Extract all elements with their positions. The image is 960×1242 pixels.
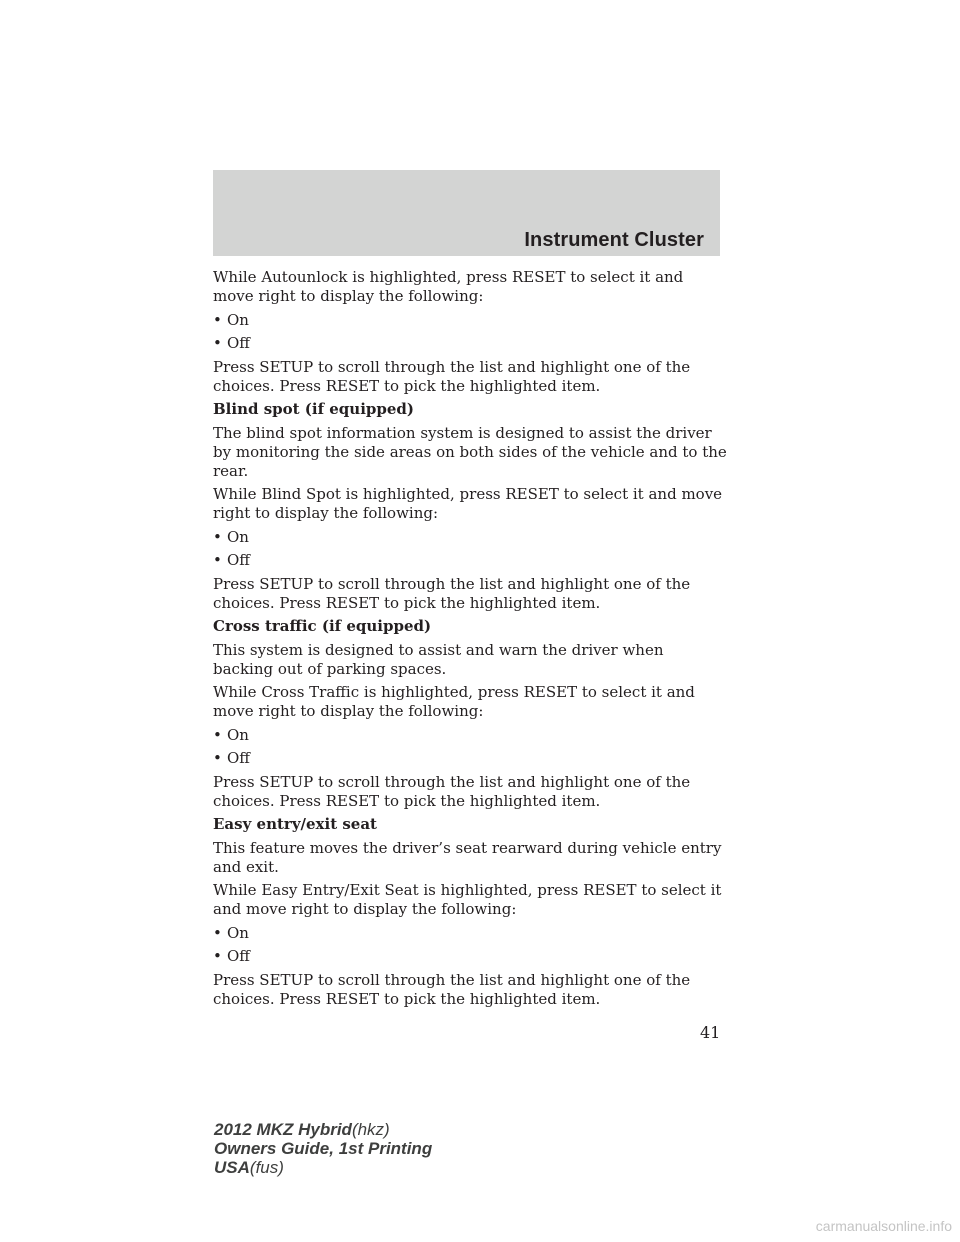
footer-model: 2012 MKZ Hybrid — [214, 1120, 352, 1139]
page-number: 41 — [700, 1023, 721, 1042]
option-list-item — [213, 334, 728, 353]
body-paragraph: While Blind Spot is highlighted, press RESET to select it and move right to display the following: — [213, 485, 723, 522]
footer-market: USA — [214, 1158, 250, 1177]
body-paragraph: Press SETUP to scroll through the list and highlight one of the choices. Press RESET to pick the highlighted item. — [213, 772, 691, 810]
option-text: On — [227, 923, 249, 942]
body-paragraph: Press SETUP to scroll through the list and highlight one of the choices. Press RESET to pick the highlighted item. — [213, 970, 691, 1008]
option-list-item — [213, 528, 728, 547]
option-text: On — [227, 310, 249, 329]
body-paragraph: This feature moves the driver’s seat rearward during vehicle entry and exit. — [213, 838, 722, 876]
footer-line-3 — [214, 1158, 432, 1177]
subsection-heading: Blind spot (if equipped) — [213, 400, 414, 418]
option-text: On — [227, 527, 249, 546]
footer-line-2: Owners Guide, 1st Printing — [214, 1139, 433, 1158]
section-title: Instrument Cluster — [524, 229, 704, 251]
body-paragraph: Press SETUP to scroll through the list and highlight one of the choices. Press RESET to pick the highlighted item. — [213, 574, 691, 612]
subsection-heading: Easy entry/exit seat — [213, 815, 377, 833]
footer-line-1 — [214, 1120, 432, 1139]
section-header-band — [213, 170, 720, 256]
body-paragraph: Press SETUP to scroll through the list and highlight one of the choices. Press RESET to pick the highlighted item. — [213, 357, 691, 395]
page-body — [213, 268, 728, 1013]
option-list-item — [213, 726, 728, 745]
option-text: Off — [227, 947, 250, 965]
footer-model-code: (hkz) — [351, 1120, 390, 1139]
bullet-icon: • — [213, 749, 222, 767]
option-list-item — [213, 311, 728, 330]
body-paragraph: While Easy Entry/Exit Seat is highlighted, press RESET to select it and move right to display the following: — [213, 881, 722, 918]
option-text: On — [227, 725, 249, 744]
body-paragraph: While Cross Traffic is highlighted, press RESET to select it and move right to display the following: — [213, 683, 695, 720]
bullet-icon: • — [213, 947, 222, 965]
option-list-item — [213, 924, 728, 943]
bullet-icon: • — [213, 725, 222, 744]
body-paragraph: This system is designed to assist and warn the driver when backing out of parking spaces. — [213, 640, 664, 678]
option-list — [213, 726, 728, 769]
option-list-item — [213, 947, 728, 966]
bullet-icon: • — [213, 310, 222, 329]
option-list — [213, 924, 728, 967]
watermark: carmanualsonline.info — [815, 1218, 952, 1234]
body-paragraph: The blind spot information system is designed to assist the driver by monitoring the side areas on both sides of the vehicle and to the rear. — [213, 423, 727, 480]
bullet-icon: • — [213, 551, 222, 569]
print-footer — [214, 1120, 432, 1177]
body-paragraph: While Autounlock is highlighted, press RESET to select it and move right to display the following: — [213, 268, 684, 305]
subsection-heading: Cross traffic (if equipped) — [213, 617, 432, 635]
option-text: Off — [227, 749, 250, 767]
footer-market-code: (fus) — [249, 1158, 284, 1177]
option-text: Off — [227, 334, 250, 352]
bullet-icon: • — [213, 923, 222, 942]
option-list-item — [213, 749, 728, 768]
option-list-item — [213, 551, 728, 570]
option-list — [213, 528, 728, 571]
bullet-icon: • — [213, 527, 222, 546]
option-list — [213, 311, 728, 354]
bullet-icon: • — [213, 334, 222, 352]
option-text: Off — [227, 551, 250, 569]
